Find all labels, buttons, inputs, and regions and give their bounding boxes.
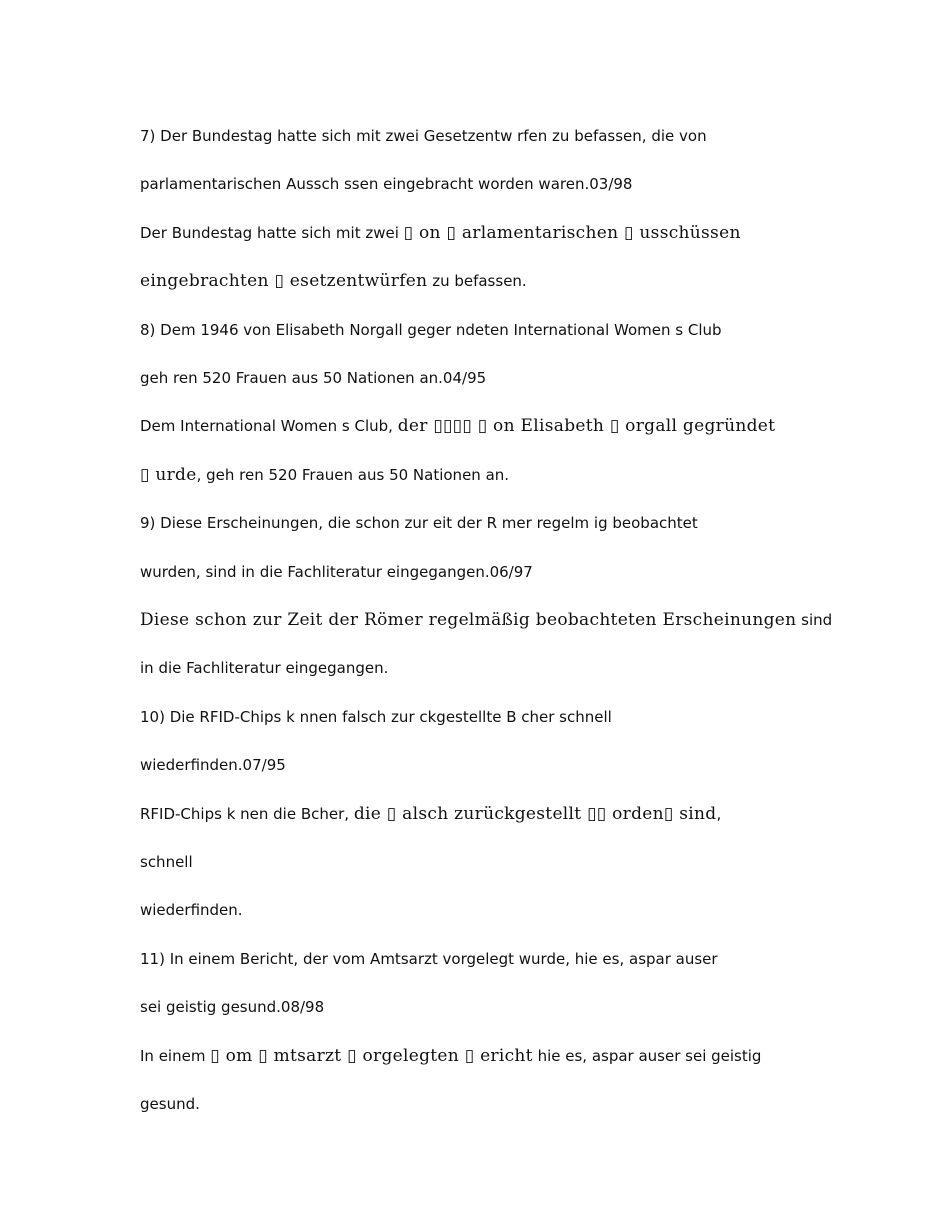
serif-text-segment: ▯ on ▯ arlamentarischen ▯ usschüssen [403, 222, 741, 243]
text-segment: 9) Diese Erscheinungen, die schon zur eit der R mer regelm ig beobachtet [140, 514, 698, 533]
text-line [140, 949, 718, 969]
text-segment: zu befassen. [427, 272, 527, 291]
serif-text-segment: ▯ urde [140, 464, 197, 485]
text-line [140, 997, 324, 1017]
text-line [140, 707, 612, 727]
text-line [140, 1046, 761, 1066]
text-segment: RFID-Chips k nen die Bcher, [140, 804, 354, 823]
text-segment: parlamentarischen Aussch ssen eingebracht worden waren.03/98 [140, 175, 633, 194]
text-segment: wiederfinden.07/95 [140, 756, 286, 775]
text-segment: geh ren 520 Frauen aus 50 Nationen an.04/95 [140, 369, 487, 387]
text-line [140, 465, 509, 485]
text-segment: schnell [140, 853, 193, 871]
text-line [140, 562, 533, 582]
text-line [140, 1094, 200, 1114]
text-segment: wurden, sind in die Fachliteratur eingegangen.06/97 [140, 562, 533, 581]
serif-text-segment: Diese schon zur Zeit der Römer regelmäßig beobachteten Erscheinungen [140, 610, 797, 630]
text-segment: wiederfinden. [140, 901, 243, 920]
text-segment: sind [796, 611, 833, 629]
text-line [140, 658, 388, 678]
text-line [140, 852, 193, 872]
serif-text-segment: der ▯▯▯▯ ▯ on Elisabeth ▯ orgall gegründet [397, 416, 776, 437]
text-segment: , geh ren 520 Frauen aus 50 Nationen an. [196, 465, 510, 484]
text-segment: gesund. [140, 1095, 200, 1113]
text-segment: 7) Der Bundestag hatte sich mit zwei Gesetzentw rfen zu befassen, die von [140, 127, 707, 145]
serif-text-segment: die ▯ alsch zurückgestellt ▯▯ orden▯ sind [353, 803, 717, 824]
text-segment: 8) Dem 1946 von Elisabeth Norgall geger ndeten International Women s Club [140, 320, 722, 339]
text-line [140, 755, 286, 775]
serif-text-segment: eingebrachten ▯ esetzentwürfen [140, 271, 428, 292]
text-segment: 11) In einem Bericht, der vom Amtsarzt vorgelegt wurde, hie es, aspar auser [140, 949, 718, 968]
serif-text-segment: ▯ om ▯ mtsarzt ▯ orgelegten ▯ ericht [210, 1045, 533, 1066]
text-segment: In einem [140, 1046, 211, 1065]
text-segment: Der Bundestag hatte sich mit zwei [140, 223, 404, 242]
text-segment: Dem International Women s Club, [140, 417, 398, 436]
text-segment: sei geistig gesund.08/98 [140, 998, 325, 1017]
text-line [140, 804, 721, 824]
text-line [140, 513, 698, 533]
text-line [140, 174, 632, 194]
text-line [140, 610, 832, 630]
text-line [140, 900, 243, 920]
text-line [140, 271, 527, 291]
text-line [140, 416, 775, 436]
text-segment: , [716, 804, 722, 823]
text-line [140, 223, 741, 243]
text-line [140, 368, 486, 388]
text-line [140, 126, 707, 146]
text-segment: hie es, aspar auser sei geistig [532, 1046, 762, 1065]
text-segment: in die Fachliteratur eingegangen. [140, 659, 389, 678]
text-line [140, 320, 722, 340]
text-segment: 10) Die RFID-Chips k nnen falsch zur ckgestellte B cher schnell [140, 707, 612, 726]
